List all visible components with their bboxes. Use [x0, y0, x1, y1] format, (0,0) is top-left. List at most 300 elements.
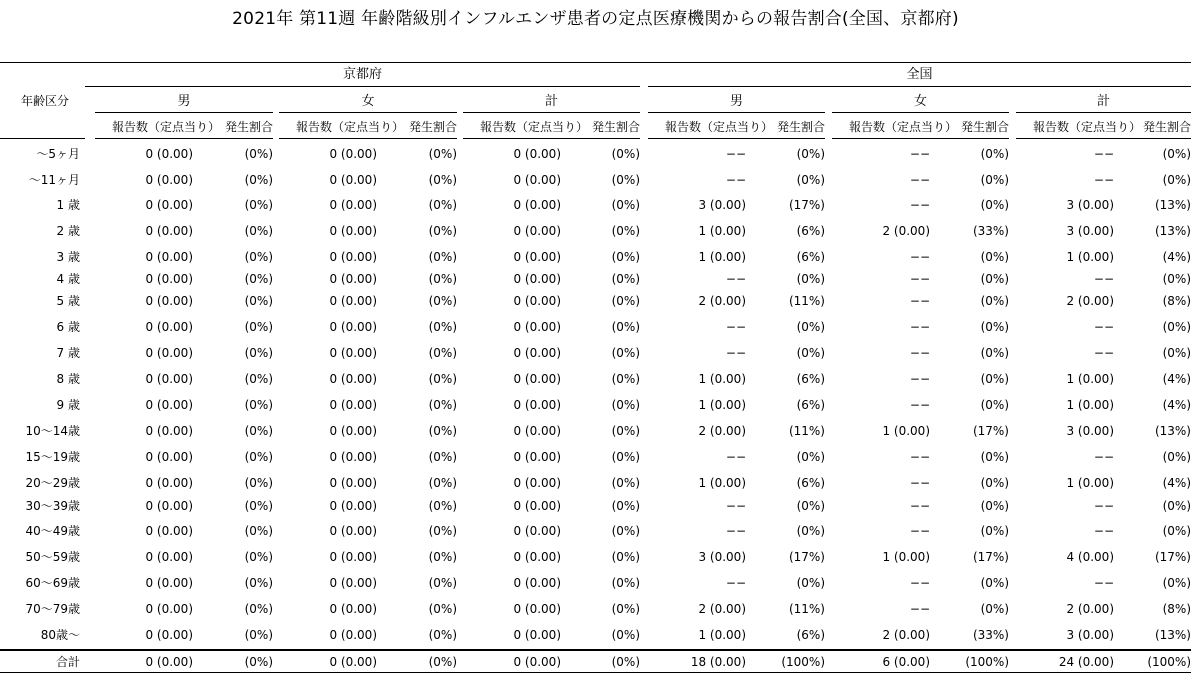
rate-cell: (0%): [428, 272, 457, 286]
rate-cell: (0%): [428, 524, 457, 538]
count-cell: 0 (0.00): [329, 628, 377, 642]
rate-cell: (4%): [1162, 250, 1191, 264]
count-cell: 0 (0.00): [145, 346, 193, 360]
rate-cell: (0%): [244, 173, 273, 187]
rate-cell: (0%): [1162, 173, 1191, 187]
rate-cell: (0%): [244, 576, 273, 590]
age-label: 〜5ヶ月: [36, 147, 80, 161]
rate-cell: (0%): [428, 628, 457, 642]
count-cell: 0 (0.00): [329, 224, 377, 238]
count-cell: −−: [909, 198, 930, 212]
rate-cell: (0%): [611, 224, 640, 238]
rate-cell: (17%): [972, 550, 1009, 564]
count-cell: 0 (0.00): [329, 398, 377, 412]
rate-cell: (6%): [796, 250, 825, 264]
rate-cell: (0%): [244, 524, 273, 538]
age-label: 60〜69歳: [25, 576, 80, 590]
rate-cell: (0%): [1162, 576, 1191, 590]
rate-cell: (0%): [244, 346, 273, 360]
count-cell: 0 (0.00): [329, 524, 377, 538]
count-cell: 0 (0.00): [513, 476, 561, 490]
rate-cell: (0%): [244, 476, 273, 490]
count-cell: −−: [725, 147, 746, 161]
rate-cell: (0%): [244, 294, 273, 308]
count-cell: 0 (0.00): [513, 602, 561, 616]
rate-column-header: 発生割合: [776, 120, 825, 134]
rate-cell: (0%): [796, 524, 825, 538]
age-label: 15〜19歳: [25, 450, 80, 464]
rate-cell: (0%): [980, 173, 1009, 187]
count-cell: 0 (0.00): [145, 320, 193, 334]
total-label: 合計: [55, 655, 80, 669]
count-cell: −−: [1093, 576, 1114, 590]
column-header-underline: [95, 138, 273, 139]
count-column-header: 報告数（定点当り）: [111, 120, 220, 134]
count-cell: −−: [1093, 346, 1114, 360]
count-cell: 0 (0.00): [329, 320, 377, 334]
rate-cell: (13%): [1154, 424, 1191, 438]
rate-cell: (0%): [980, 294, 1009, 308]
rate-cell: (0%): [980, 250, 1009, 264]
sex-female-header: 女: [361, 94, 375, 109]
rate-cell: (0%): [244, 550, 273, 564]
region-underline: [648, 86, 1191, 87]
count-cell: 0 (0.00): [145, 198, 193, 212]
count-cell: −−: [1093, 499, 1114, 513]
rate-cell: (0%): [611, 398, 640, 412]
sex-male-header: 男: [177, 94, 191, 109]
total-count-cell: 6 (0.00): [882, 655, 930, 669]
count-cell: −−: [1093, 272, 1114, 286]
count-cell: −−: [909, 602, 930, 616]
rate-cell: (0%): [796, 576, 825, 590]
count-cell: 0 (0.00): [145, 602, 193, 616]
rate-column-header: 発生割合: [960, 120, 1009, 134]
column-header-underline: [832, 138, 1009, 139]
count-cell: 0 (0.00): [329, 476, 377, 490]
rate-cell: (8%): [1162, 602, 1191, 616]
count-cell: 1 (0.00): [1066, 476, 1114, 490]
rate-cell: (0%): [611, 450, 640, 464]
count-cell: 0 (0.00): [329, 346, 377, 360]
count-cell: 2 (0.00): [882, 224, 930, 238]
rate-cell: (0%): [244, 450, 273, 464]
count-cell: 2 (0.00): [698, 294, 746, 308]
total-count-cell: 18 (0.00): [690, 655, 746, 669]
rate-cell: (0%): [980, 372, 1009, 386]
rate-cell: (0%): [980, 476, 1009, 490]
count-cell: 0 (0.00): [145, 173, 193, 187]
count-cell: 0 (0.00): [513, 173, 561, 187]
total-rate-cell: (0%): [428, 655, 457, 669]
count-cell: −−: [909, 576, 930, 590]
count-cell: 3 (0.00): [1066, 628, 1114, 642]
rate-cell: (0%): [244, 424, 273, 438]
rate-cell: (0%): [796, 173, 825, 187]
count-cell: 0 (0.00): [145, 499, 193, 513]
rate-cell: (0%): [980, 147, 1009, 161]
total-rate-cell: (100%): [1147, 655, 1191, 669]
age-label: 5 歳: [56, 294, 80, 308]
rate-cell: (0%): [428, 294, 457, 308]
count-cell: 0 (0.00): [513, 499, 561, 513]
count-cell: 3 (0.00): [698, 198, 746, 212]
rate-cell: (0%): [611, 576, 640, 590]
rate-cell: (0%): [611, 372, 640, 386]
rate-cell: (0%): [244, 628, 273, 642]
count-cell: −−: [725, 576, 746, 590]
region-national-header: 全国: [906, 67, 933, 82]
count-cell: 2 (0.00): [698, 602, 746, 616]
rate-cell: (6%): [796, 398, 825, 412]
count-cell: 0 (0.00): [329, 272, 377, 286]
age-label: 2 歳: [56, 224, 80, 238]
count-cell: −−: [909, 320, 930, 334]
count-cell: −−: [909, 499, 930, 513]
count-cell: 0 (0.00): [329, 250, 377, 264]
count-cell: 1 (0.00): [698, 628, 746, 642]
rate-cell: (0%): [980, 398, 1009, 412]
rate-cell: (0%): [611, 524, 640, 538]
rate-cell: (0%): [428, 320, 457, 334]
rate-cell: (0%): [980, 576, 1009, 590]
age-label: 7 歳: [56, 346, 80, 360]
rate-column-header: 発生割合: [408, 120, 457, 134]
rate-cell: (11%): [788, 602, 825, 616]
count-cell: 1 (0.00): [1066, 250, 1114, 264]
rate-cell: (0%): [244, 398, 273, 412]
rate-cell: (0%): [611, 250, 640, 264]
count-cell: −−: [909, 524, 930, 538]
count-cell: −−: [725, 173, 746, 187]
rate-cell: (17%): [788, 198, 825, 212]
count-cell: 0 (0.00): [145, 294, 193, 308]
count-cell: 0 (0.00): [513, 294, 561, 308]
count-cell: 3 (0.00): [1066, 424, 1114, 438]
count-cell: 0 (0.00): [329, 550, 377, 564]
rate-cell: (17%): [788, 550, 825, 564]
count-column-header: 報告数（定点当り）: [479, 120, 588, 134]
rate-cell: (0%): [980, 198, 1009, 212]
count-cell: −−: [909, 147, 930, 161]
age-label: 70〜79歳: [25, 602, 80, 616]
rate-cell: (17%): [972, 424, 1009, 438]
rate-cell: (0%): [611, 198, 640, 212]
rate-cell: (0%): [244, 198, 273, 212]
count-cell: 1 (0.00): [882, 550, 930, 564]
age-label: 9 歳: [56, 398, 80, 412]
sex-underline: [648, 112, 825, 113]
age-label: 80歳〜: [40, 628, 80, 642]
rate-cell: (0%): [1162, 524, 1191, 538]
age-label: 4 歳: [56, 272, 80, 286]
table-bottom-rule: [0, 672, 1191, 673]
count-cell: 1 (0.00): [698, 476, 746, 490]
rate-cell: (0%): [1162, 272, 1191, 286]
count-cell: 1 (0.00): [698, 372, 746, 386]
count-cell: 2 (0.00): [1066, 294, 1114, 308]
count-cell: 0 (0.00): [145, 398, 193, 412]
count-cell: −−: [909, 173, 930, 187]
count-cell: −−: [909, 398, 930, 412]
column-header-underline: [1016, 138, 1191, 139]
count-cell: 0 (0.00): [145, 250, 193, 264]
page-title: 2021年 第11週 年齢階級別インフルエンザ患者の定点医療機関からの報告割合(全国、京都府): [232, 9, 959, 29]
count-cell: 0 (0.00): [329, 173, 377, 187]
age-label: 40〜49歳: [25, 524, 80, 538]
rate-cell: (0%): [428, 173, 457, 187]
count-cell: 0 (0.00): [145, 524, 193, 538]
rate-cell: (0%): [428, 372, 457, 386]
rate-cell: (0%): [1162, 147, 1191, 161]
total-count-cell: 0 (0.00): [513, 655, 561, 669]
rate-cell: (6%): [796, 476, 825, 490]
count-cell: 3 (0.00): [698, 550, 746, 564]
count-cell: 1 (0.00): [698, 250, 746, 264]
count-cell: 0 (0.00): [329, 499, 377, 513]
column-header-underline: [279, 138, 457, 139]
rate-cell: (0%): [244, 320, 273, 334]
count-cell: −−: [725, 272, 746, 286]
rate-cell: (0%): [796, 320, 825, 334]
rate-cell: (11%): [788, 294, 825, 308]
region-underline: [85, 86, 640, 87]
rate-cell: (0%): [980, 320, 1009, 334]
rate-column-header: 発生割合: [1142, 120, 1191, 134]
count-column-header: 報告数（定点当り）: [1032, 120, 1141, 134]
count-cell: 1 (0.00): [1066, 372, 1114, 386]
rate-cell: (0%): [1162, 346, 1191, 360]
count-cell: 0 (0.00): [513, 398, 561, 412]
count-cell: −−: [725, 320, 746, 334]
count-column-header: 報告数（定点当り）: [295, 120, 404, 134]
count-cell: 0 (0.00): [145, 450, 193, 464]
count-cell: −−: [1093, 450, 1114, 464]
rate-cell: (0%): [244, 372, 273, 386]
rate-cell: (0%): [611, 272, 640, 286]
sex-underline: [463, 112, 640, 113]
count-cell: 2 (0.00): [1066, 602, 1114, 616]
count-cell: 1 (0.00): [698, 398, 746, 412]
count-cell: 0 (0.00): [513, 272, 561, 286]
region-kyoto-header: 京都府: [342, 67, 382, 82]
header-top-rule: [0, 62, 1191, 63]
count-cell: −−: [725, 524, 746, 538]
rate-cell: (0%): [611, 424, 640, 438]
count-column-header: 報告数（定点当り）: [848, 120, 957, 134]
age-label: 20〜29歳: [25, 476, 80, 490]
count-cell: 0 (0.00): [145, 550, 193, 564]
count-cell: −−: [725, 499, 746, 513]
rate-cell: (0%): [244, 602, 273, 616]
count-cell: 0 (0.00): [513, 372, 561, 386]
rate-cell: (17%): [1154, 550, 1191, 564]
rate-cell: (0%): [980, 602, 1009, 616]
count-cell: 0 (0.00): [329, 602, 377, 616]
column-header-underline: [463, 138, 640, 139]
count-cell: 1 (0.00): [882, 424, 930, 438]
count-cell: 1 (0.00): [698, 224, 746, 238]
count-cell: −−: [1093, 147, 1114, 161]
count-cell: 0 (0.00): [145, 476, 193, 490]
rate-cell: (0%): [611, 173, 640, 187]
count-cell: −−: [909, 250, 930, 264]
age-label: 3 歳: [56, 250, 80, 264]
count-cell: 0 (0.00): [329, 576, 377, 590]
count-cell: 0 (0.00): [513, 550, 561, 564]
age-label: 1 歳: [56, 198, 80, 212]
count-cell: 0 (0.00): [513, 250, 561, 264]
rate-cell: (0%): [428, 198, 457, 212]
rate-cell: (0%): [244, 224, 273, 238]
age-label: 50〜59歳: [25, 550, 80, 564]
rate-cell: (0%): [244, 147, 273, 161]
rate-cell: (0%): [796, 346, 825, 360]
rate-cell: (13%): [1154, 628, 1191, 642]
rate-cell: (0%): [428, 147, 457, 161]
rate-cell: (0%): [244, 250, 273, 264]
rate-cell: (4%): [1162, 372, 1191, 386]
rate-cell: (0%): [611, 476, 640, 490]
sex-female-header: 女: [913, 94, 927, 109]
rate-cell: (4%): [1162, 476, 1191, 490]
count-column-header: 報告数（定点当り）: [664, 120, 773, 134]
count-cell: 0 (0.00): [329, 198, 377, 212]
count-cell: 2 (0.00): [882, 628, 930, 642]
count-cell: 0 (0.00): [329, 424, 377, 438]
rate-cell: (0%): [980, 450, 1009, 464]
count-cell: 0 (0.00): [513, 147, 561, 161]
sex-total-header: 計: [1096, 94, 1110, 109]
rate-cell: (0%): [611, 628, 640, 642]
rate-cell: (4%): [1162, 398, 1191, 412]
rate-cell: (0%): [428, 550, 457, 564]
rate-cell: (0%): [1162, 320, 1191, 334]
age-label: 30〜39歳: [25, 499, 80, 513]
count-cell: 0 (0.00): [513, 198, 561, 212]
rate-cell: (6%): [796, 628, 825, 642]
age-group-header: 年齢区分: [20, 94, 69, 108]
rate-cell: (0%): [796, 450, 825, 464]
rate-cell: (0%): [428, 398, 457, 412]
rate-cell: (6%): [796, 372, 825, 386]
rate-cell: (0%): [611, 602, 640, 616]
count-cell: 0 (0.00): [513, 524, 561, 538]
count-cell: 0 (0.00): [145, 147, 193, 161]
count-cell: 2 (0.00): [698, 424, 746, 438]
rate-cell: (0%): [428, 499, 457, 513]
rate-cell: (0%): [244, 272, 273, 286]
count-cell: 0 (0.00): [513, 224, 561, 238]
age-label: 10〜14歳: [25, 424, 80, 438]
rate-cell: (0%): [428, 424, 457, 438]
rate-cell: (0%): [611, 147, 640, 161]
count-cell: 0 (0.00): [513, 450, 561, 464]
rate-cell: (0%): [428, 476, 457, 490]
count-cell: 3 (0.00): [1066, 198, 1114, 212]
count-cell: −−: [1093, 524, 1114, 538]
count-cell: −−: [725, 450, 746, 464]
rate-cell: (0%): [428, 346, 457, 360]
sex-underline: [1016, 112, 1191, 113]
rate-cell: (6%): [796, 224, 825, 238]
rate-cell: (0%): [1162, 499, 1191, 513]
count-cell: 0 (0.00): [145, 424, 193, 438]
count-cell: 0 (0.00): [329, 372, 377, 386]
rate-cell: (0%): [611, 320, 640, 334]
count-cell: 0 (0.00): [513, 576, 561, 590]
total-count-cell: 24 (0.00): [1058, 655, 1114, 669]
column-header-underline: [648, 138, 825, 139]
rate-cell: (0%): [611, 346, 640, 360]
age-label: 8 歳: [56, 372, 80, 386]
rate-cell: (0%): [611, 294, 640, 308]
rate-column-header: 発生割合: [591, 120, 640, 134]
count-cell: −−: [1093, 173, 1114, 187]
sex-total-header: 計: [544, 94, 558, 109]
count-cell: −−: [909, 294, 930, 308]
total-count-cell: 0 (0.00): [145, 655, 193, 669]
total-rate-cell: (0%): [611, 655, 640, 669]
count-cell: 0 (0.00): [513, 424, 561, 438]
age-label: 6 歳: [56, 320, 80, 334]
rate-cell: (0%): [611, 550, 640, 564]
count-cell: −−: [1093, 320, 1114, 334]
total-count-cell: 0 (0.00): [329, 655, 377, 669]
count-cell: 0 (0.00): [145, 628, 193, 642]
count-cell: 3 (0.00): [1066, 224, 1114, 238]
rate-cell: (13%): [1154, 224, 1191, 238]
rate-cell: (0%): [980, 346, 1009, 360]
rate-cell: (0%): [796, 147, 825, 161]
count-cell: 0 (0.00): [329, 450, 377, 464]
count-cell: 0 (0.00): [145, 372, 193, 386]
rate-cell: (0%): [1162, 450, 1191, 464]
rate-cell: (0%): [796, 499, 825, 513]
rate-cell: (0%): [980, 499, 1009, 513]
rate-cell: (8%): [1162, 294, 1191, 308]
count-cell: 4 (0.00): [1066, 550, 1114, 564]
age-label: 〜11ヶ月: [28, 173, 80, 187]
rate-cell: (0%): [980, 524, 1009, 538]
rate-cell: (0%): [428, 250, 457, 264]
count-cell: 0 (0.00): [513, 346, 561, 360]
rate-cell: (0%): [980, 272, 1009, 286]
age-header-underline: [0, 138, 85, 139]
rate-cell: (33%): [972, 224, 1009, 238]
rate-cell: (0%): [611, 499, 640, 513]
count-cell: 0 (0.00): [513, 320, 561, 334]
count-cell: 0 (0.00): [145, 224, 193, 238]
count-cell: −−: [909, 372, 930, 386]
total-top-rule: [0, 649, 1191, 651]
sex-underline: [832, 112, 1009, 113]
sex-underline: [95, 112, 273, 113]
rate-column-header: 発生割合: [224, 120, 273, 134]
total-rate-cell: (100%): [781, 655, 825, 669]
rate-cell: (0%): [428, 450, 457, 464]
count-cell: −−: [725, 346, 746, 360]
count-cell: 0 (0.00): [145, 576, 193, 590]
sex-underline: [279, 112, 457, 113]
count-cell: −−: [909, 272, 930, 286]
total-rate-cell: (100%): [965, 655, 1009, 669]
total-rate-cell: (0%): [244, 655, 273, 669]
rate-cell: (33%): [972, 628, 1009, 642]
count-cell: −−: [909, 476, 930, 490]
rate-cell: (0%): [796, 272, 825, 286]
count-cell: 0 (0.00): [513, 628, 561, 642]
